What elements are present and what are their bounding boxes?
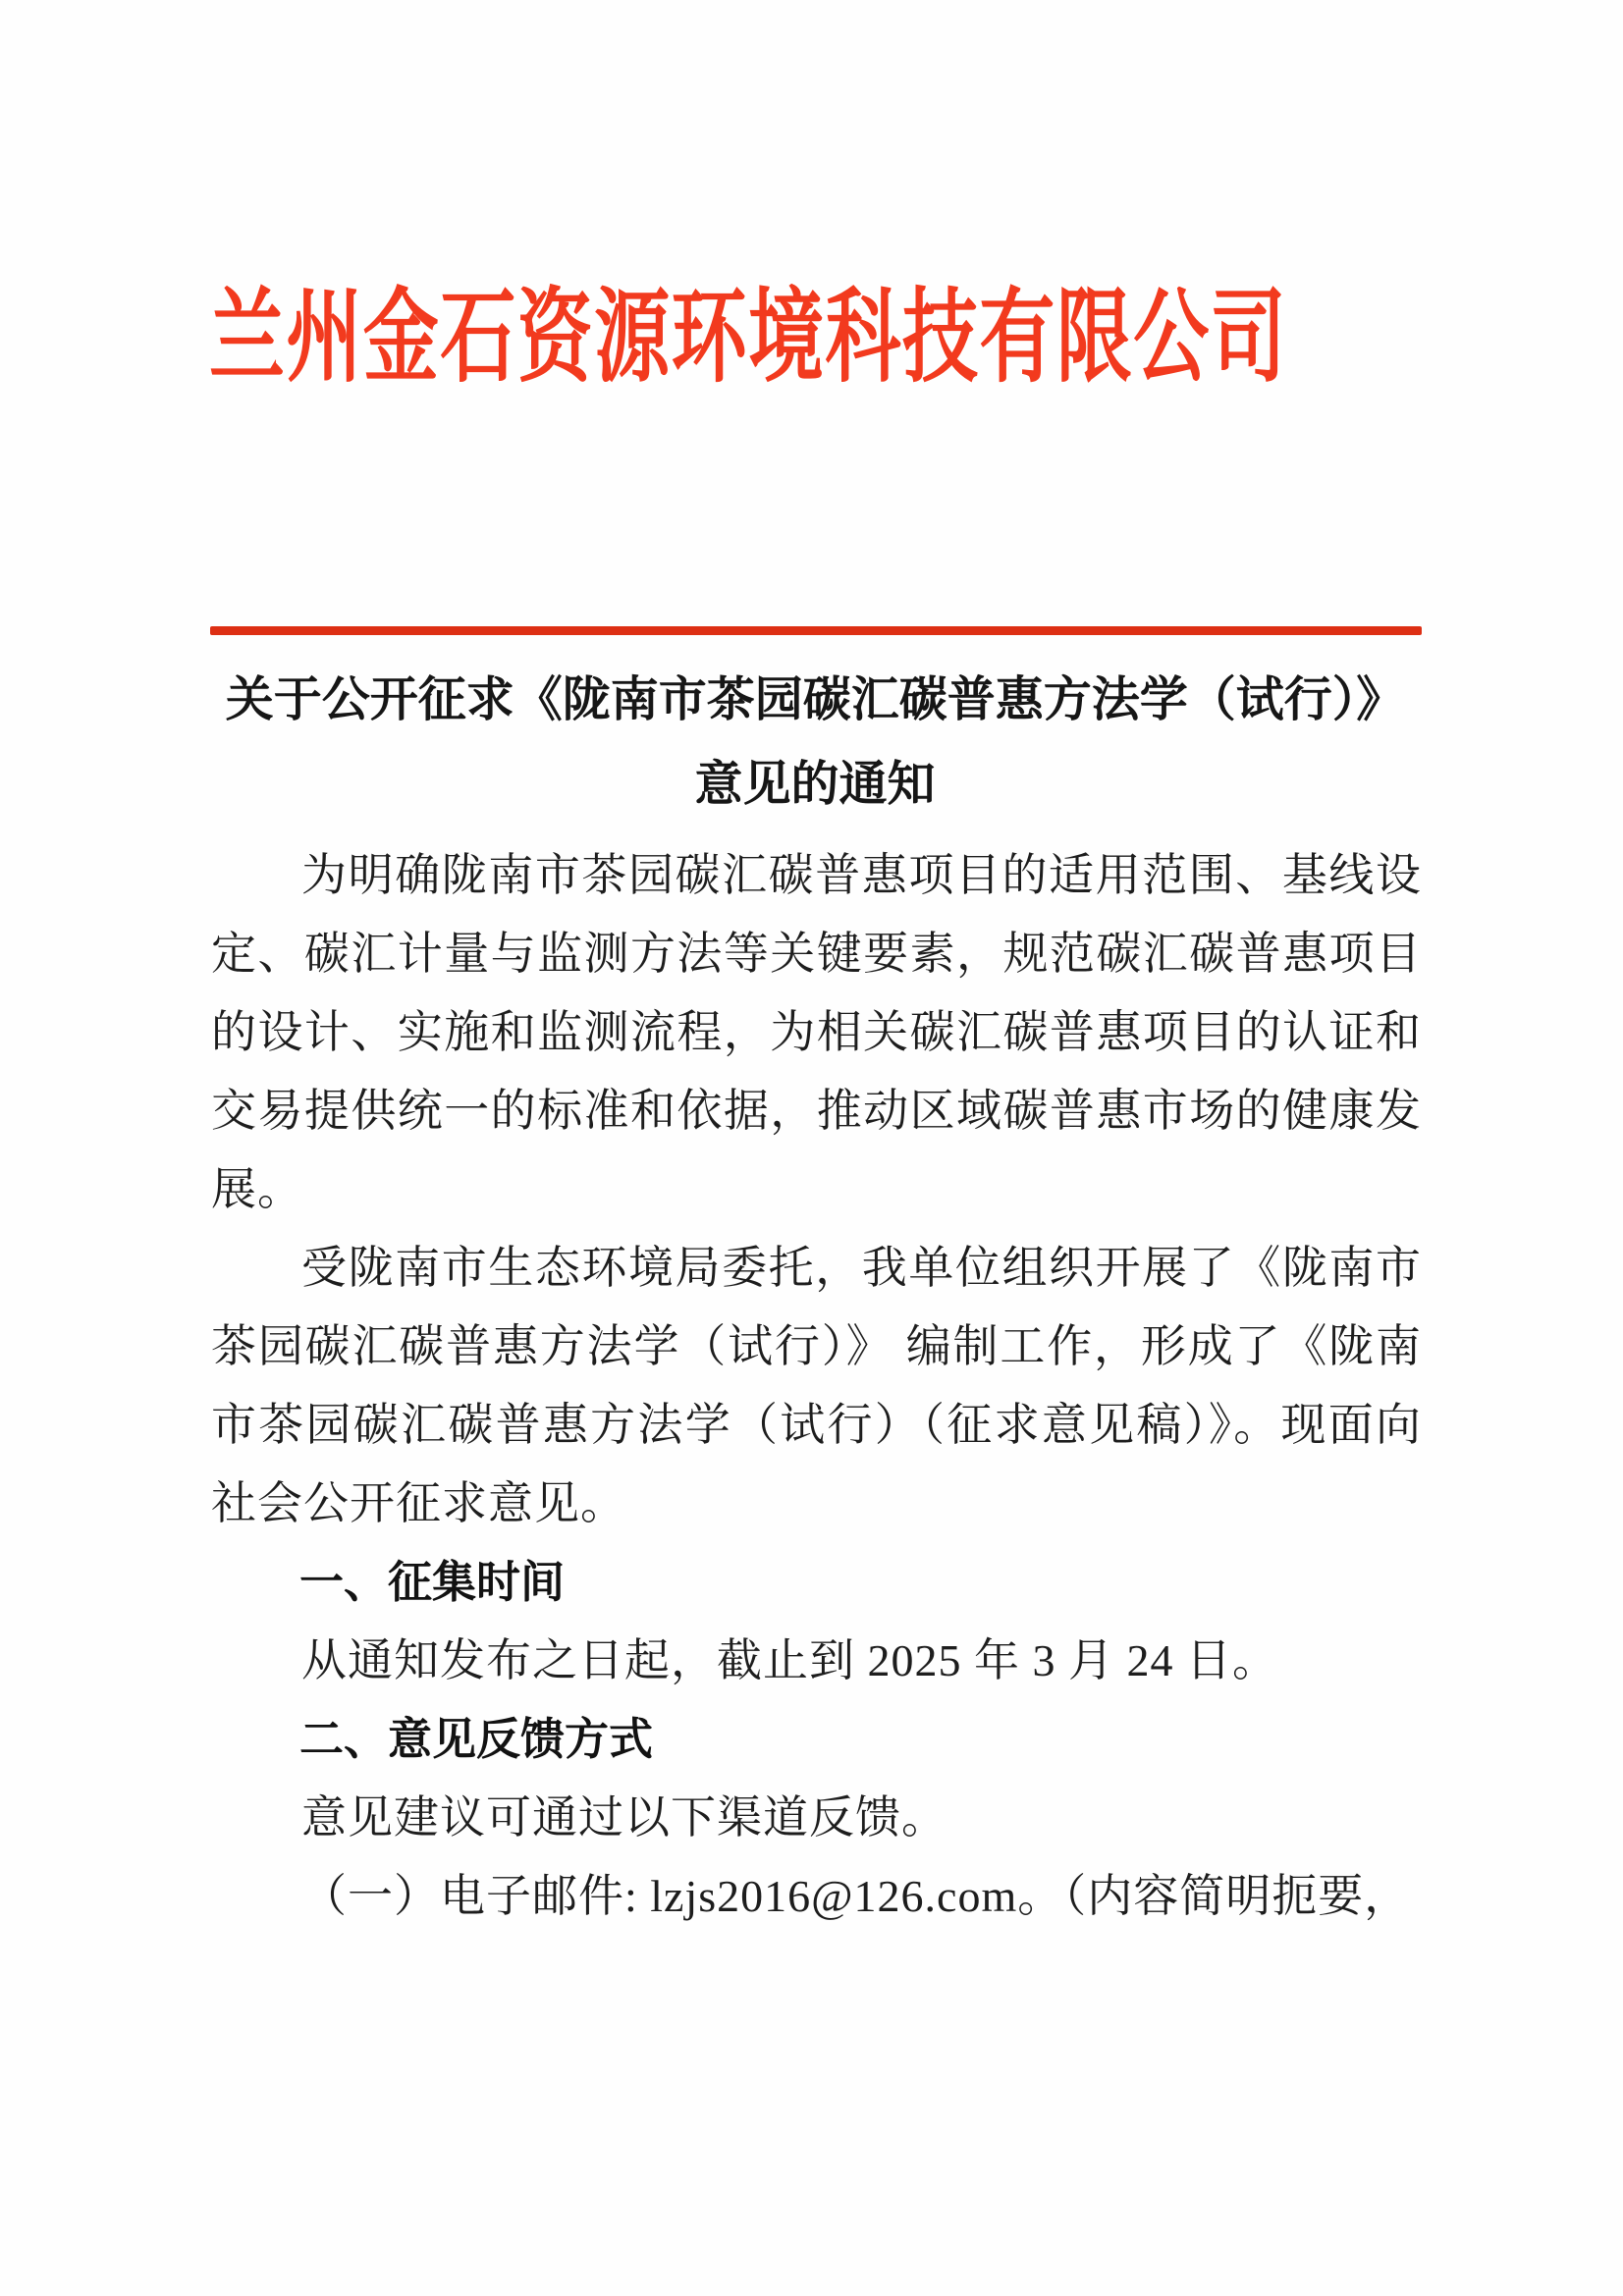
paragraph-purpose: 为明确陇南市茶园碳汇碳普惠项目的适用范围、基线设定、碳汇计量与监测方法等关键要素，规范碳汇碳普惠项目的设计、实施和监测流程，为相关碳汇碳普惠项目的认证和交易提供统一的标准和依据，推动区域碳普惠市场的健康发展。 [211, 850, 1422, 1214]
document-body [211, 836, 1422, 1936]
document-title [157, 658, 1473, 827]
company-letterhead: 兰州金石资源环境科技有限公司 [209, 282, 1288, 395]
document-title-line1: 关于公开征求《陇南市茶园碳汇碳普惠方法学（试行）》 [225, 672, 1405, 726]
section-heading-collection-period: 一、征集时间 [299, 1557, 566, 1607]
section-heading-feedback-method: 二、意见反馈方式 [299, 1714, 654, 1764]
paragraph-deadline: 从通知发布之日起，截止到 2025 年 3 月 24 日。 [301, 1635, 1278, 1685]
paragraph-feedback-channels: 意见建议可通过以下渠道反馈。 [301, 1792, 947, 1842]
paragraph-background: 受陇南市生态环境局委托，我单位组织开展了《陇南市茶园碳汇碳普惠方法学（试行）》 编制工作，形成了《陇南市茶园碳汇碳普惠方法学（试行）（征求意见稿）》。现面向社会公开征求意见。 [211, 1243, 1422, 1528]
red-divider-rule [210, 626, 1422, 635]
paragraph-email-channel: （一）电子邮件: lzjs2016@126.com。（内容简明扼要， [301, 1871, 1411, 1921]
document-title-line2: 意见的通知 [694, 757, 936, 811]
